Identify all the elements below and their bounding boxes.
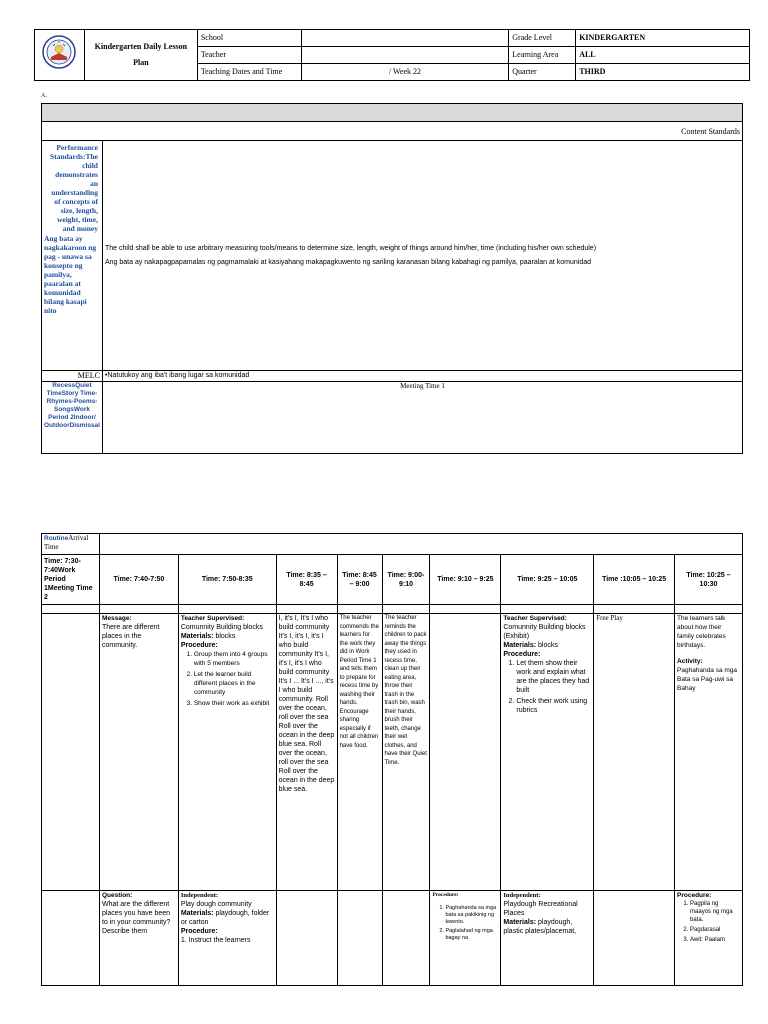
performance-text-english: The child shall be able to use arbitrary measuring tools/means to determine size, length, weight of things around him/her, time (including his/her own schedule) [104, 244, 597, 252]
quarter-label: Quarter [509, 64, 576, 81]
question-label: Question: [101, 892, 133, 899]
independent-text: Play dough community [180, 901, 252, 908]
activity-label: Activity: [677, 658, 703, 665]
spacer-cell [42, 605, 100, 614]
time-header: Time: 9:25 – 10:05 [501, 555, 594, 605]
procedure-item: 1. Let them show their work and explain what are the places they had built [516, 659, 591, 695]
empty-cell [382, 891, 430, 986]
performance-standards-filipino: Ang bata ay nagkakaroon ng pag - unawa sa konsepto ng pamilya, paaralan at komunidad bilang kasapi nito [44, 234, 97, 315]
routine-header-empty [99, 534, 742, 555]
song-text: I, it's I, It's I who build community It's I, it's I, it's I who build community It's I, it's I, it's I who build community It's I ... It's I ..., it's I who build community. Roll over the ocean, roll over the sea Roll over the ocean in the deep blue sea. Roll over the ocean, roll over the sea Roll over the ocean in the deep blue sea. [278, 615, 335, 793]
procedure-item: 1. Group them into 4 groups with 5 members [194, 650, 274, 668]
section-marker: A. [41, 93, 47, 99]
time-header: Time: 7:30-7:40Work Period 1Meeting Time 2 [42, 555, 100, 605]
dismissal-procedure-list [677, 900, 740, 944]
story-procedure-list [432, 905, 498, 942]
procedure-list [181, 650, 274, 708]
deped-seal-icon [42, 35, 76, 69]
spacer-cell [594, 605, 675, 614]
exhibit-procedure-list [503, 659, 591, 715]
time-header: Time :10:05 – 10:25 [594, 555, 675, 605]
procedure-item: 2. Check their work using rubrics [516, 697, 591, 715]
spacer-cell [337, 605, 382, 614]
procedure-item: 2. Let the learner build different places in the community [194, 670, 274, 697]
independent-2-label: Independent: [503, 892, 541, 899]
empty-cell [594, 891, 675, 986]
teacher-supervised-text: Comunnity Building blocks [180, 624, 263, 631]
meeting-time-1: Meeting Time 1 [102, 382, 742, 454]
time-header: Time: 10:25 – 10:30 [675, 555, 743, 605]
header-table [34, 29, 750, 81]
learning-area-value: ALL [576, 47, 750, 64]
exhibit-materials-label: Materials: [503, 642, 537, 649]
routine-list: RecessQuiet TimeStory Time-Rhymes-Poems-SongsWork Period 2Indoor/ OutdoorDismissal [44, 382, 100, 429]
materials-text: blocks [215, 633, 236, 640]
independent-2-materials-label: Materials: [503, 919, 537, 926]
teacher-supervised-label: Teacher Supervised: [180, 615, 245, 622]
song-cell [276, 614, 337, 891]
free-play-cell [594, 614, 675, 891]
exhibit-procedure-label: Procedure: [503, 651, 541, 658]
independent-label: Independent: [180, 892, 219, 899]
procedure-item: 2. Pagdarasal [690, 926, 740, 934]
procedure-item: 3. Show their work as exhibit [194, 699, 274, 708]
spacer-cell [430, 605, 501, 614]
grade-level-value: KINDERGARTEN [576, 30, 750, 47]
independent-cell [178, 891, 276, 986]
time-header: Time: 7:50-8:35 [178, 555, 276, 605]
procedure-item: 2. Paglalahad ng mga bagay na [445, 928, 498, 942]
spacer-cell [276, 605, 337, 614]
row2-routine-cell [42, 891, 100, 986]
school-value [301, 30, 509, 47]
teaching-dates-value: / Week 22 [301, 64, 509, 81]
independent-2-text: Playdough Recreational Places [503, 901, 578, 917]
spacer-cell [178, 605, 276, 614]
spacer-cell [675, 605, 743, 614]
teacher-label: Teacher [197, 47, 301, 64]
dismissal-procedure-label: Procedure: [677, 892, 712, 899]
performance-text-filipino: Ang bata ay nakapagpapamalas ng pagmamalaki at kasiyahang makapagkuwento ng sariling karanasan bilang kabahagi ng pamilya, paaralan at komunidad [104, 258, 592, 266]
independent-2-materials-text: playdough, plastic plates/placemat, [503, 919, 577, 935]
work-period-cell [178, 614, 276, 891]
time-header: Time: 9:00-9:10 [382, 555, 430, 605]
dismissal-procedure-cell [675, 891, 743, 986]
standards-table [41, 103, 743, 454]
independent-procedure-label: Procedure: [180, 928, 218, 935]
spacer-cell [501, 605, 594, 614]
time-header: Time: 8:35 – 8:45 [276, 555, 337, 605]
school-label: School [197, 30, 301, 47]
grade-level-label: Grade Level [509, 30, 576, 47]
empty-cell [337, 891, 382, 986]
page-title: Kindergarten Daily Lesson Plan [84, 30, 197, 81]
spacer-cell [382, 605, 430, 614]
story-time-cell [430, 614, 501, 891]
dismissal-text: The learners talk about how their family celebrates birthdays. [677, 615, 726, 649]
work-period-2-cell [501, 614, 594, 891]
independent-materials-label: Materials: [180, 910, 214, 917]
procedure-item: 3. Awit: Paalam [690, 936, 740, 944]
arrival-time: Arrival Time [44, 534, 89, 551]
teaching-dates-label: Teaching Dates and Time [197, 64, 301, 81]
melc-label: MELC [42, 371, 103, 382]
grey-header-row [42, 104, 743, 122]
activity-text: Paghahanda sa mga Bata sa Pag-uwi sa Bahay [677, 667, 738, 692]
performance-standards-cell [42, 141, 103, 371]
empty-cell [276, 891, 337, 986]
performance-standards-text [102, 141, 742, 371]
melc-text: •Natutukoy ang iba't ibang lugar sa komunidad [102, 371, 742, 382]
quarter-value: THIRD [576, 64, 750, 81]
recess-text: The teacher commends the learners for the work they did in Work Period Time 1 and tells them to prepare for recess time by washing their hands. Encourage sharing especially if not all children have food. [339, 615, 379, 749]
quiet-time-cell [382, 614, 430, 891]
logo-cell [35, 30, 85, 81]
question-cell [99, 891, 178, 986]
teacher-value [301, 47, 509, 64]
procedure-item: 1. Paghahanda sa mga bata sa pakikinig ng kwento. [445, 905, 498, 926]
routine-header: Routine [44, 535, 69, 542]
free-play-text: Free Play [596, 614, 623, 622]
materials-label: Materials: [180, 633, 214, 640]
message-text: There are different places in the community. [101, 624, 160, 649]
procedure-label: Procedure: [180, 642, 218, 649]
story-procedure-label: Procedure: [432, 892, 459, 898]
exhibit-materials-text: blocks [538, 642, 558, 649]
independent-materials-text: playdough, folder or carton [180, 910, 270, 926]
routine-list-cell [42, 382, 103, 454]
learning-area-label: Learning Area [509, 47, 576, 64]
spacer-cell [99, 605, 178, 614]
message-cell [99, 614, 178, 891]
exhibit-text: Comunnity Building blocks (Exhibit) [503, 624, 586, 640]
procedure-item: 1. Pagpila ng maayos ng mga bata. [690, 900, 740, 924]
row1-routine-cell [42, 614, 100, 891]
exhibit-label: Teacher Supervised: [503, 615, 567, 622]
content-standards-label: Content Standards [42, 122, 743, 141]
time-header: Time: 8:45 – 9:00 [337, 555, 382, 605]
independent-2-cell [501, 891, 594, 986]
question-text: What are the different places you have been to in your community? Describe them [101, 901, 171, 935]
time-header: Time: 9:10 – 9:25 [430, 555, 501, 605]
performance-standards-label: Performance Standards:The child demonstrates an understanding of concepts of size, length, weight, time, and money [50, 143, 98, 233]
time-header: Time: 7:40-7:50 [99, 555, 178, 605]
independent-procedure-text: 1. Instruct the learners [180, 937, 251, 944]
schedule-table [41, 533, 743, 986]
routine-header-cell [42, 534, 100, 555]
story-procedure-cell [430, 891, 501, 986]
recess-cell [337, 614, 382, 891]
message-label: Message: [101, 615, 132, 622]
dismissal-cell [675, 614, 743, 891]
quiet-time-text: The teacher reminds the children to pack away the things they used in recess time, clean up their eating area, throw their trash in the trash bin, wash their hands, brush their teeth, change their wet clothes, and have their Quiet Time. [384, 615, 427, 766]
